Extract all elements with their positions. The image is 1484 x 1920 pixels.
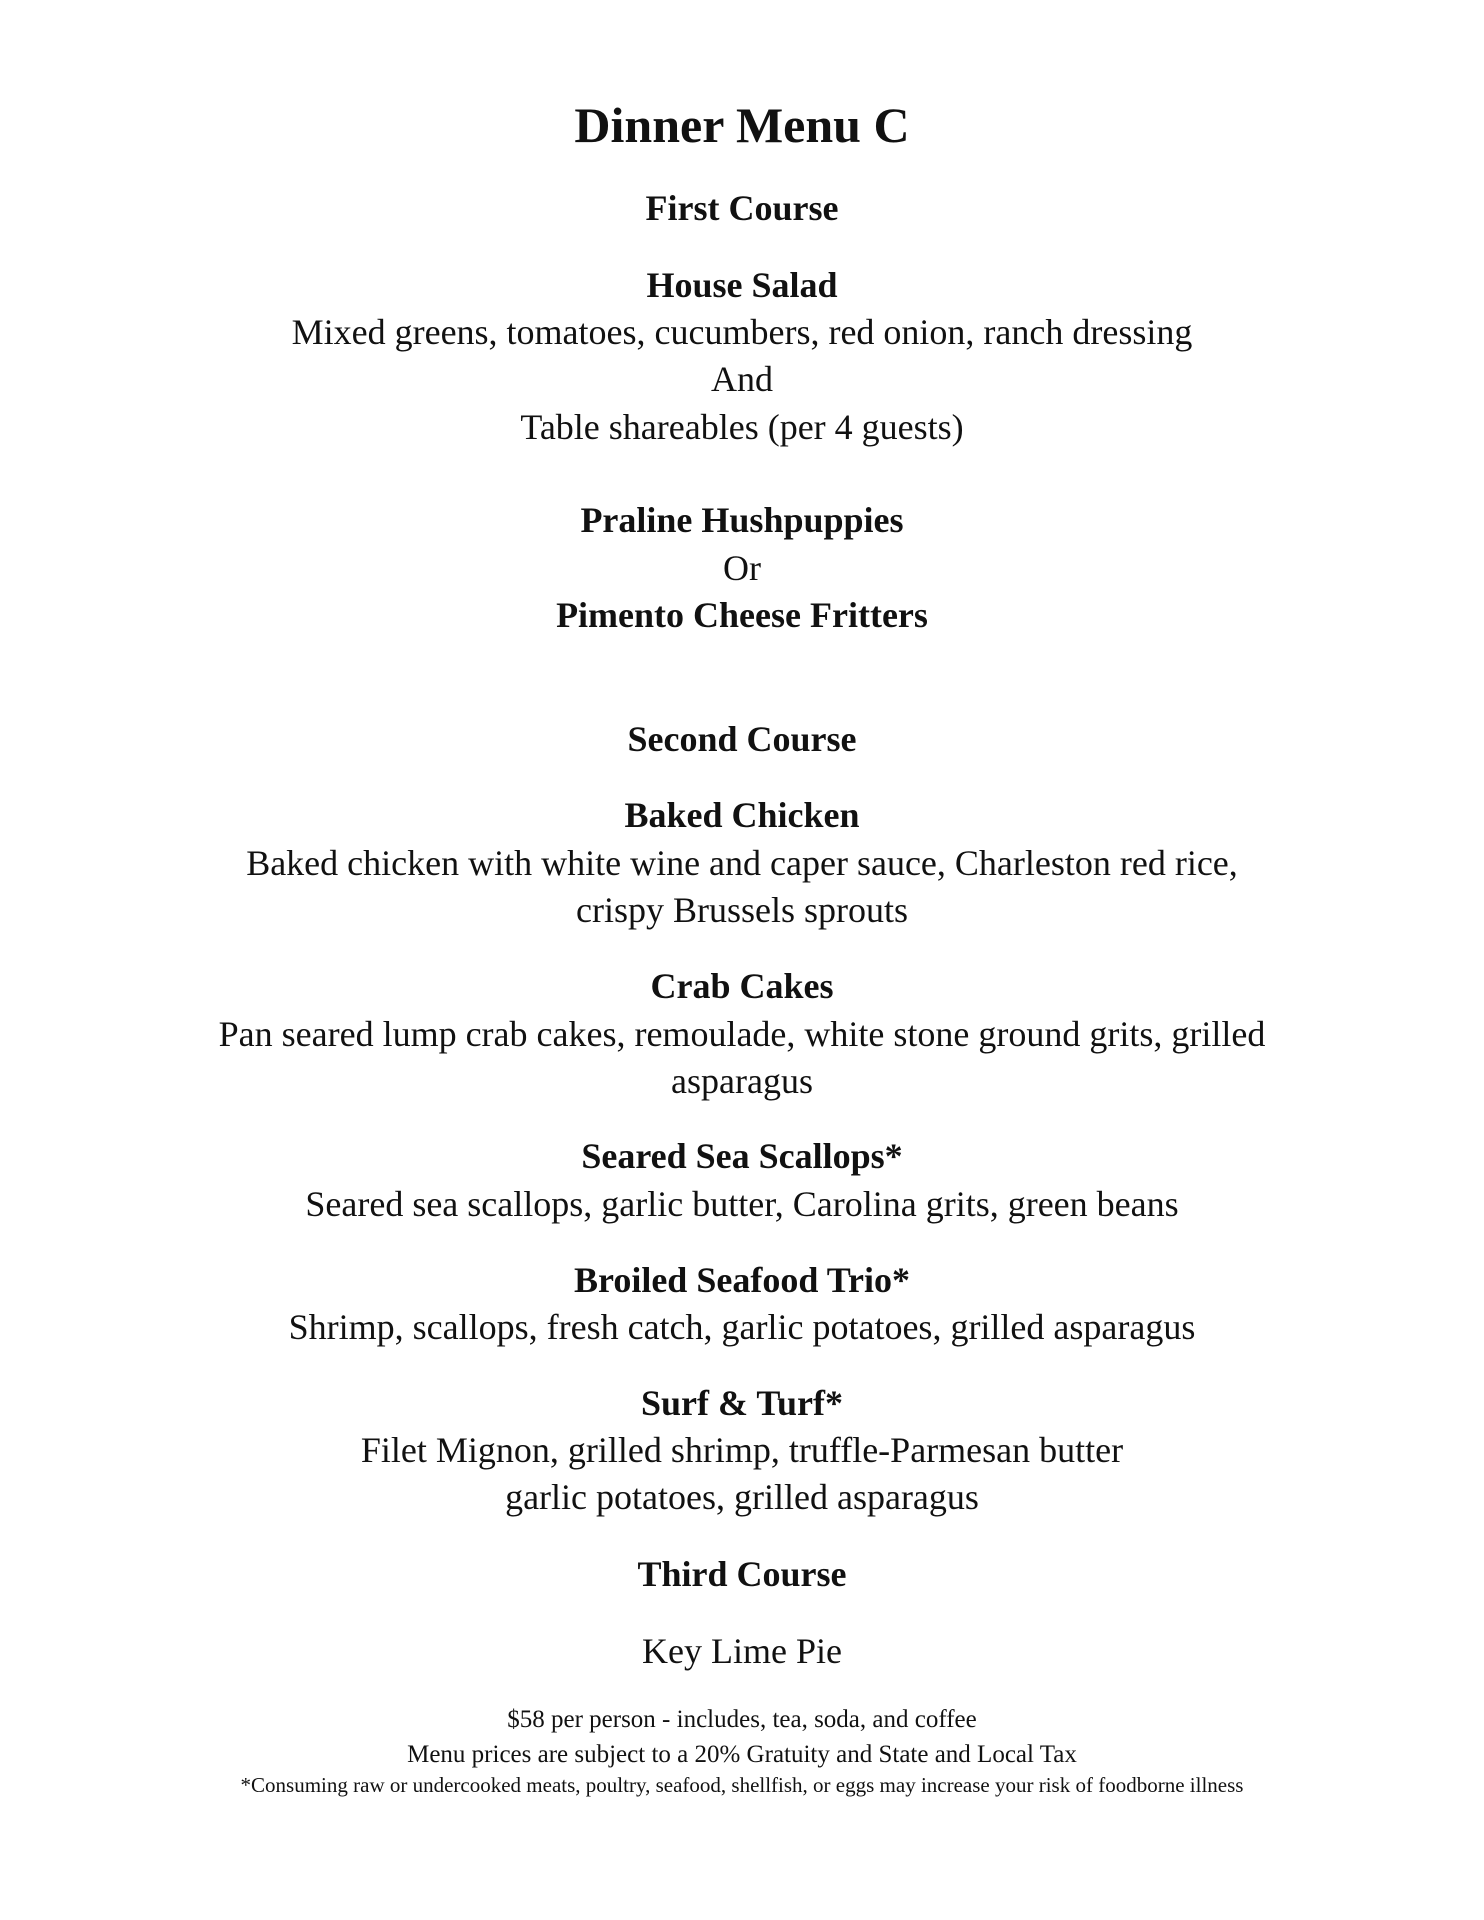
footer-price: $58 per person - includes, tea, soda, and coffee [507,1706,977,1733]
third-course-heading: Third Course [637,1554,847,1594]
shareable-hushpuppies: Praline Hushpuppies [580,500,904,540]
second-course-heading: Second Course [627,719,857,759]
footer-gratuity: Menu prices are subject to a 20% Gratuity and State and Local Tax [407,1741,1077,1768]
dessert-item: Key Lime Pie [642,1631,842,1671]
house-salad-name: House Salad [646,265,838,305]
dish-description: asparagus [671,1061,813,1101]
dish-description: crispy Brussels sprouts [576,890,908,930]
dish-name: Surf & Turf* [640,1383,844,1423]
dish-description: Pan seared lump crab cakes, remoulade, white stone ground grits, grilled [218,1014,1266,1054]
or-connector: Or [723,548,761,588]
house-salad-description: Mixed greens, tomatoes, cucumbers, red onion, ranch dressing [291,312,1193,352]
shareables-note: Table shareables (per 4 guests) [520,407,964,447]
dish-description: Seared sea scallops, garlic butter, Carolina grits, green beans [305,1184,1179,1224]
dish-description: garlic potatoes, grilled asparagus [505,1477,979,1517]
footer-warning: *Consuming raw or undercooked meats, poultry, seafood, shellfish, or eggs may increase your risk of foodborne illness [240,1773,1244,1797]
dish-name: Broiled Seafood Trio* [573,1260,911,1300]
dish-description: Shrimp, scallops, fresh catch, garlic potatoes, grilled asparagus [288,1307,1196,1347]
dish-name: Seared Sea Scallops* [581,1136,903,1176]
dish-name: Baked Chicken [624,795,860,835]
page-title: Dinner Menu C [574,97,910,153]
first-course-heading: First Course [645,188,839,228]
dish-description: Baked chicken with white wine and caper sauce, Charleston red rice, [246,843,1238,883]
dish-name: Crab Cakes [650,966,834,1006]
and-connector: And [711,359,773,399]
dish-description: Filet Mignon, grilled shrimp, truffle-Parmesan butter [360,1430,1124,1470]
shareable-fritters: Pimento Cheese Fritters [556,595,928,635]
